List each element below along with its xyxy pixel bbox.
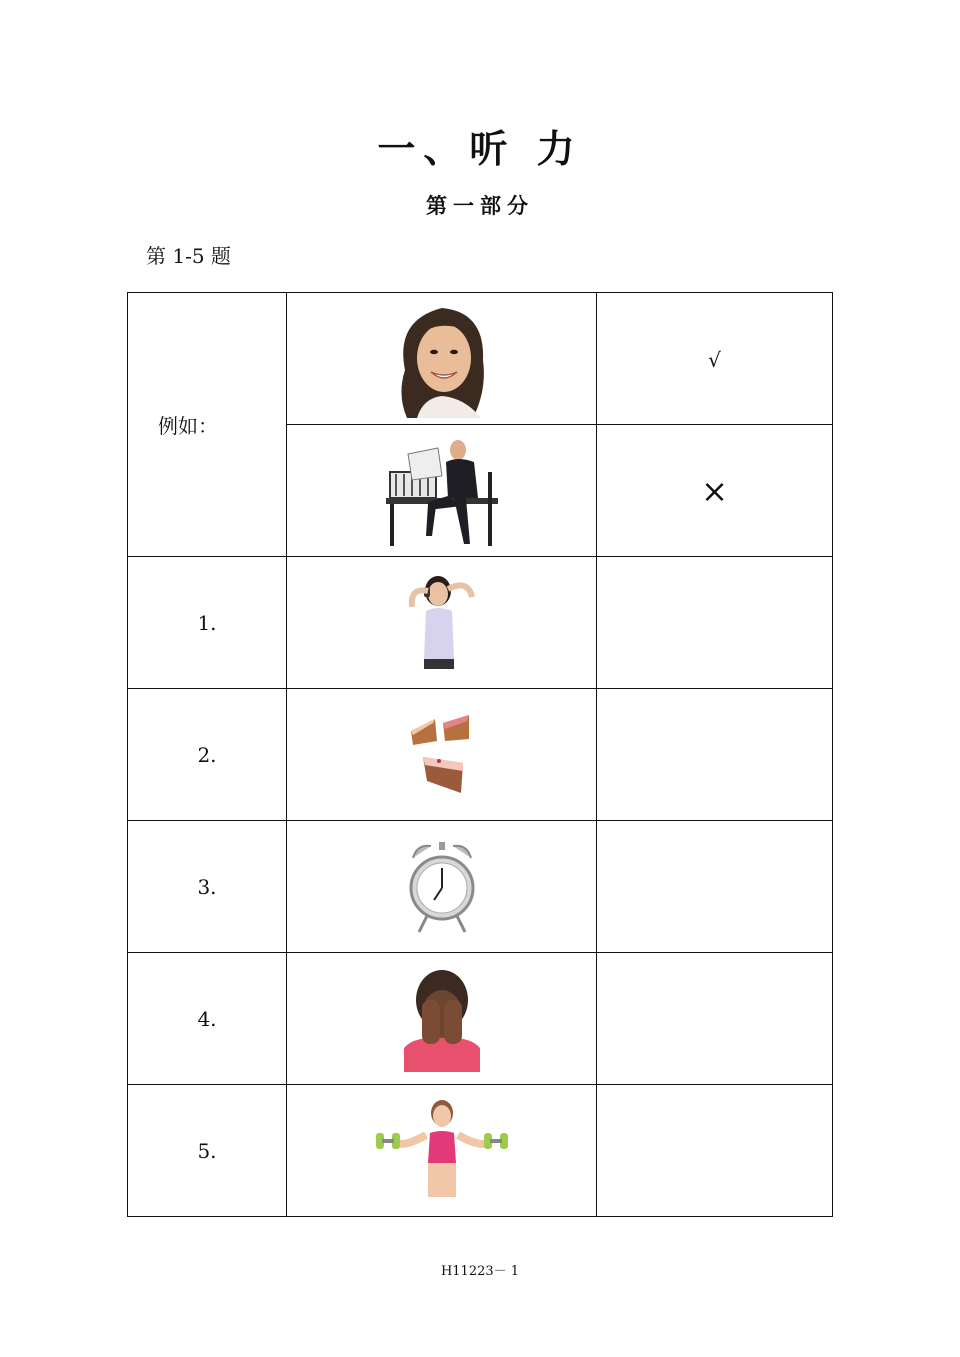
question-row [128,821,833,953]
question-image-cell [287,1085,597,1217]
answer-cell[interactable] [597,821,833,953]
check-mark-icon: √ [708,347,721,372]
answer-cell[interactable] [597,1085,833,1217]
question-row [128,689,833,821]
example-image-cell [287,293,597,425]
answer-cell[interactable] [597,953,833,1085]
example-label: 例如： [128,293,287,557]
example-answer-cell [597,425,833,557]
question-image-cell [287,557,597,689]
cake-slices-photo [409,713,475,797]
alarm-clock-photo [407,838,477,936]
answer-cell[interactable] [597,689,833,821]
question-number: 2. [128,689,287,821]
question-row [128,953,833,1085]
example-answer-cell [597,293,833,425]
section-title: 一、听 力 [377,126,583,171]
question-table [127,292,833,1217]
part-subtitle: 第一部分 [426,193,534,218]
question-row [128,557,833,689]
girl-covering-face-photo [402,966,482,1072]
cross-mark-icon: × [701,471,728,510]
question-range: 第 1-5 题 [146,244,231,268]
man-reading-newspaper-on-bench-photo [382,432,502,550]
answer-cell[interactable] [597,557,833,689]
page-footer: H11223－ 1 [440,1264,520,1279]
woman-lifting-dumbbells-photo [372,1099,512,1203]
question-number: 4. [128,953,287,1085]
question-number: 1. [128,557,287,689]
smiling-woman-photo [387,300,497,418]
question-image-cell [287,821,597,953]
question-number: 3. [128,821,287,953]
example-image-cell [287,425,597,557]
question-row [128,1085,833,1217]
example-row [128,293,833,425]
girl-listening-headphones-photo [402,573,482,673]
question-image-cell [287,953,597,1085]
question-image-cell [287,689,597,821]
question-number: 5. [128,1085,287,1217]
